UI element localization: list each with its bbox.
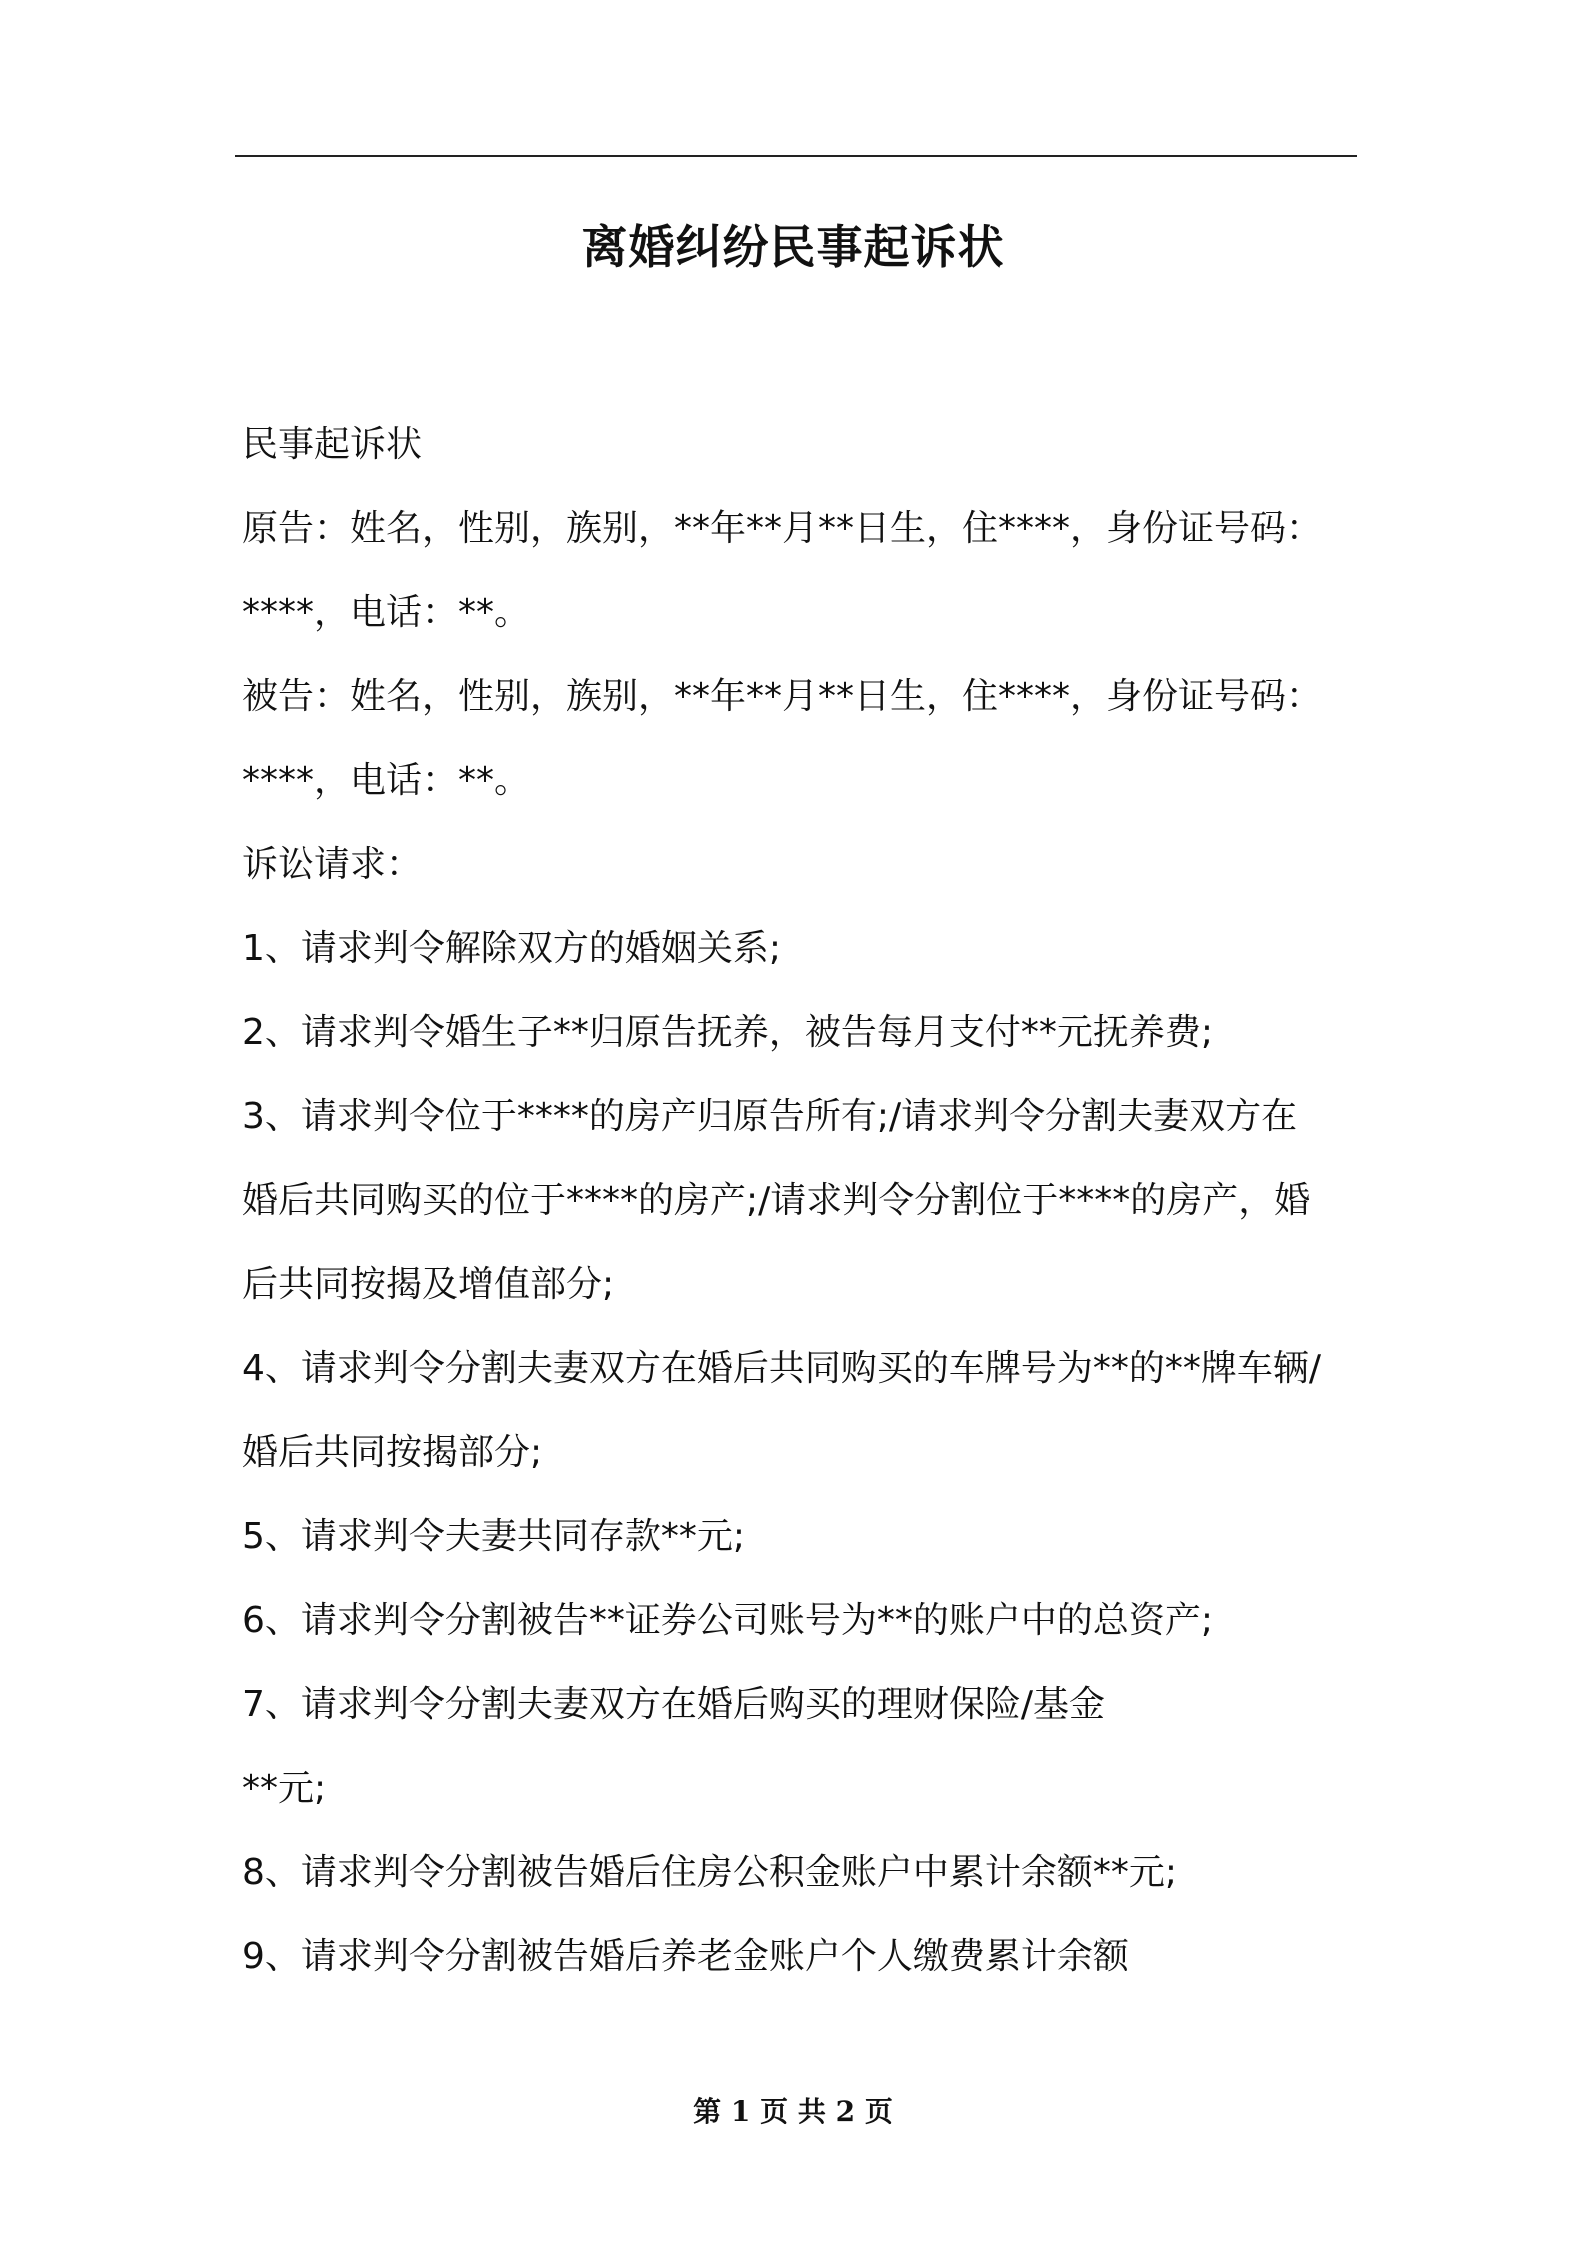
claim-item: 6、请求判令分割被告**证券公司账号为**的账户中的总资产; (242, 1600, 1214, 1641)
document-title: 离婚纠纷民事起诉状 (581, 220, 1005, 274)
claim-item-continued: 后共同按揭及增值部分; (242, 1264, 615, 1305)
page-number: 第 1 页 共 2 页 (693, 2095, 893, 2128)
claims-heading: 诉讼请求： (242, 844, 423, 885)
plaintiff-line-continued: ****，电话：**。 (242, 592, 531, 633)
claim-item-continued: 婚后共同购买的位于****的房产;/请求判令分割位于****的房产，婚 (242, 1180, 1311, 1221)
claim-item: 7、请求判令分割夫妻双方在婚后购买的理财保险/基金 (242, 1684, 1106, 1725)
claim-item: 2、请求判令婚生子**归原告抚养，被告每月支付**元抚养费; (242, 1012, 1214, 1053)
claim-item: 8、请求判令分割被告婚后住房公积金账户中累计余额**元; (242, 1852, 1178, 1893)
claim-item-continued: **元; (242, 1768, 327, 1809)
defendant-line-continued: ****，电话：**。 (242, 760, 531, 801)
header-divider (235, 155, 1357, 157)
document-body (242, 403, 1362, 1999)
claim-item: 1、请求判令解除双方的婚姻关系; (242, 928, 782, 969)
claim-item-continued: 婚后共同按揭部分; (242, 1432, 543, 1473)
section-heading: 民事起诉状 (242, 424, 423, 465)
plaintiff-line: 原告：姓名，性别，族别，**年**月**日生，住****，身份证号码： (242, 508, 1323, 549)
claim-item: 5、请求判令夫妻共同存款**元; (242, 1516, 746, 1557)
claim-item: 3、请求判令位于****的房产归原告所有;/请求判令分割夫妻双方在 (242, 1096, 1298, 1137)
defendant-line: 被告：姓名，性别，族别，**年**月**日生，住****，身份证号码： (242, 676, 1323, 717)
claim-item: 4、请求判令分割夫妻双方在婚后共同购买的车牌号为**的**牌车辆/ (242, 1348, 1322, 1389)
claim-item: 9、请求判令分割被告婚后养老金账户个人缴费累计余额 (242, 1936, 1129, 1977)
